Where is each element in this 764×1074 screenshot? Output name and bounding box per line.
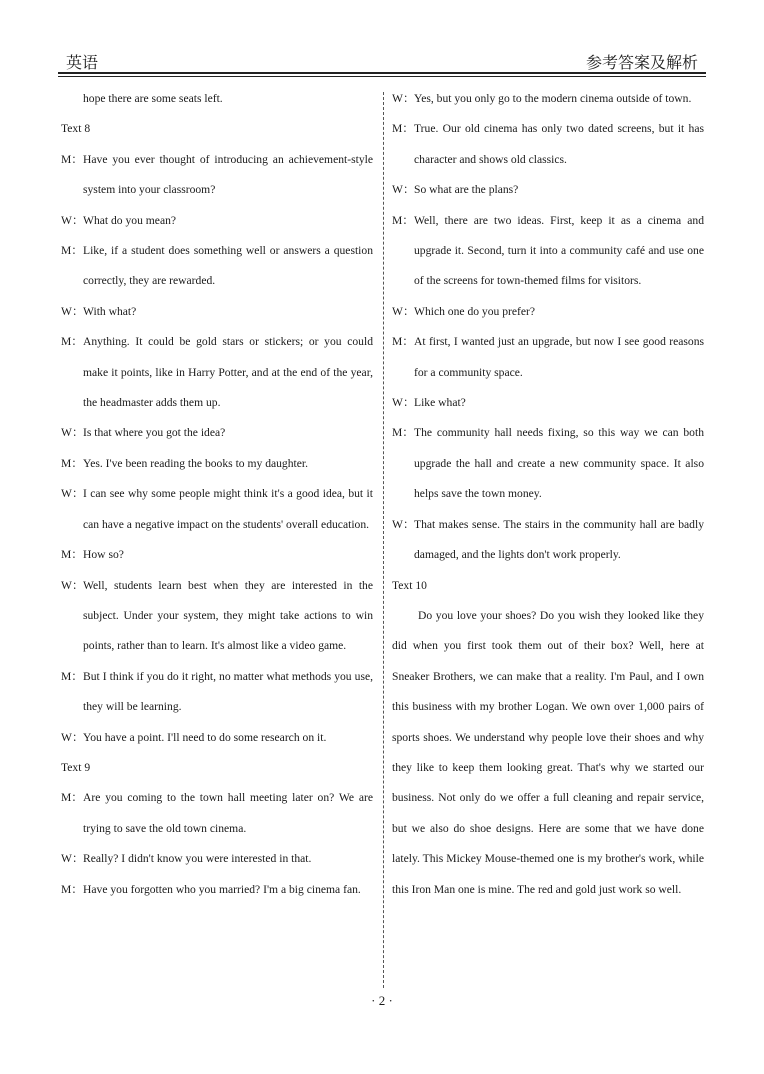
- dialogue-line: [61, 145, 373, 206]
- speaker-label: M：: [392, 213, 414, 227]
- dialogue-text: That makes sense. The stairs in the community hall are badly damaged, and the lights don't work properly.: [414, 517, 704, 562]
- dialogue-line: [61, 297, 373, 327]
- dialogue-text: Well, there are two ideas. First, keep it as a cinema and upgrade it. Second, turn it into a community café and use one of the screens for town-themed films for visitors.: [414, 213, 704, 288]
- dialogue-text: What do you mean?: [83, 213, 177, 227]
- dialogue-text: Really? I didn't know you were interested in that.: [83, 852, 312, 866]
- dialogue-line: [61, 327, 373, 418]
- section-heading: Text 9: [61, 760, 91, 774]
- dialogue-line: [61, 449, 373, 479]
- dialogue-text: At first, I wanted just an upgrade, but now I see good reasons for a community space.: [414, 335, 704, 379]
- dialogue-text: Anything. It could be gold stars or stickers; or you could make it points, like in Harry Potter, and at the end of the year, the headmaster adds them up.: [83, 335, 373, 410]
- dialogue-line: [61, 236, 373, 297]
- dialogue-text: Well, students learn best when they are interested in the subject. Under your system, they might take actions to win points, rather than to learn. It's almost like a video game.: [83, 578, 373, 653]
- speaker-label: M：: [61, 882, 83, 896]
- dialogue-line: [392, 206, 704, 297]
- dialogue-text: I can see why some people might think it's a good idea, but it can have a negative impact on the students' overall education.: [83, 487, 373, 531]
- dialogue-line: [61, 418, 373, 448]
- speaker-label: M：: [392, 426, 414, 440]
- dialogue-line: [61, 662, 373, 723]
- speaker-label: W：: [61, 304, 84, 318]
- column-divider: [383, 92, 384, 988]
- dialogue-line: [392, 297, 704, 327]
- dialogue-text: But I think if you do it right, no matter what methods you use, they will be learning.: [83, 669, 373, 714]
- speaker-label: M：: [61, 335, 83, 349]
- dialogue-text: Like what?: [414, 396, 466, 410]
- dialogue-text: Are you coming to the town hall meeting later on? We are trying to save the old town cinema.: [83, 791, 373, 835]
- speaker-label: M：: [392, 122, 414, 136]
- continuation-line: hope there are some seats left.: [83, 92, 223, 105]
- dialogue-text: So what are the plans?: [414, 183, 519, 197]
- dialogue-line: [392, 510, 704, 571]
- dialogue-line: [61, 571, 373, 662]
- section-title: 参考答案及解析: [585, 55, 698, 72]
- dialogue-line: [61, 783, 373, 844]
- speaker-label: M：: [61, 152, 83, 166]
- speaker-label: W：: [392, 517, 415, 531]
- speaker-label: W：: [392, 183, 415, 197]
- right-column: [392, 84, 704, 905]
- dialogue-text: With what?: [83, 304, 137, 318]
- dialogue-text: Have you forgotten who you married? I'm a big cinema fan.: [83, 882, 361, 896]
- dialogue-line: [61, 540, 373, 570]
- speaker-label: W：: [392, 396, 415, 410]
- speaker-label: M：: [61, 456, 83, 470]
- dialogue-line: [61, 844, 373, 874]
- dialogue-line: [61, 479, 373, 540]
- header-rule-thin: [58, 76, 706, 77]
- speaker-label: M：: [61, 669, 83, 683]
- dialogue-line: [392, 388, 704, 418]
- dialogue-text: Is that where you got the idea?: [83, 426, 226, 440]
- dialogue-text: The community hall needs fixing, so this way we can both upgrade the hall and create a new community space. It also helps save the town money.: [414, 426, 704, 501]
- speaker-label: W：: [61, 487, 84, 501]
- speaker-label: M：: [61, 548, 83, 562]
- dialogue-line: [61, 206, 373, 236]
- speaker-label: W：: [392, 304, 415, 318]
- speaker-label: W：: [392, 92, 415, 105]
- dialogue-text: Have you ever thought of introducing an achievement-style system into your classroom?: [83, 152, 373, 197]
- dialogue-text: How so?: [83, 548, 124, 562]
- speaker-label: M：: [392, 335, 414, 349]
- header-rule-thick: [58, 72, 706, 74]
- dialogue-line: [392, 114, 704, 175]
- dialogue-line: [392, 175, 704, 205]
- dialogue-text: Yes. I've been reading the books to my daughter.: [83, 456, 309, 470]
- speaker-label: W：: [61, 852, 84, 866]
- section-heading: Text 8: [61, 122, 91, 136]
- speaker-label: M：: [61, 244, 83, 258]
- dialogue-text: You have a point. I'll need to do some research on it.: [83, 730, 327, 744]
- dialogue-line: [392, 418, 704, 509]
- speaker-label: W：: [61, 730, 84, 744]
- subject-title: 英语: [66, 55, 99, 72]
- dialogue-line: [61, 723, 373, 753]
- dialogue-text: True. Our old cinema has only two dated screens, but it has character and shows old classics.: [414, 122, 704, 166]
- narration-paragraph: Do you love your shoes? Do you wish they looked like they did when you first took them out of their box? Well, here at Sneaker Brothers, we can make that a reality. I'm Paul, and I own this business with my brother Logan. We own over 1,000 pairs of sports shoes. We understand why people love their shoes and why they like to keep them looking great. That's why we started our business. Not only do we offer a full cleaning and repair service, but we also do shoe designs. Here are some that we have done lately. This Mickey Mouse-themed one is my brother's work, while this Iron Man one is mine. The red and gold just work so well.: [392, 608, 704, 896]
- section-heading: Text 10: [392, 578, 427, 592]
- dialogue-line: [392, 84, 704, 114]
- left-column: [61, 84, 373, 905]
- dialogue-text: Which one do you prefer?: [414, 304, 536, 318]
- dialogue-text: Like, if a student does something well or answers a question correctly, they are rewarded.: [83, 244, 373, 288]
- dialogue-text: Yes, but you only go to the modern cinema outside of town.: [414, 92, 692, 105]
- speaker-label: W：: [61, 578, 84, 592]
- speaker-label: W：: [61, 426, 84, 440]
- dialogue-line: [392, 327, 704, 388]
- speaker-label: M：: [61, 791, 83, 805]
- dialogue-line: [61, 875, 373, 905]
- page-number: · 2 ·: [371, 993, 393, 1008]
- speaker-label: W：: [61, 213, 84, 227]
